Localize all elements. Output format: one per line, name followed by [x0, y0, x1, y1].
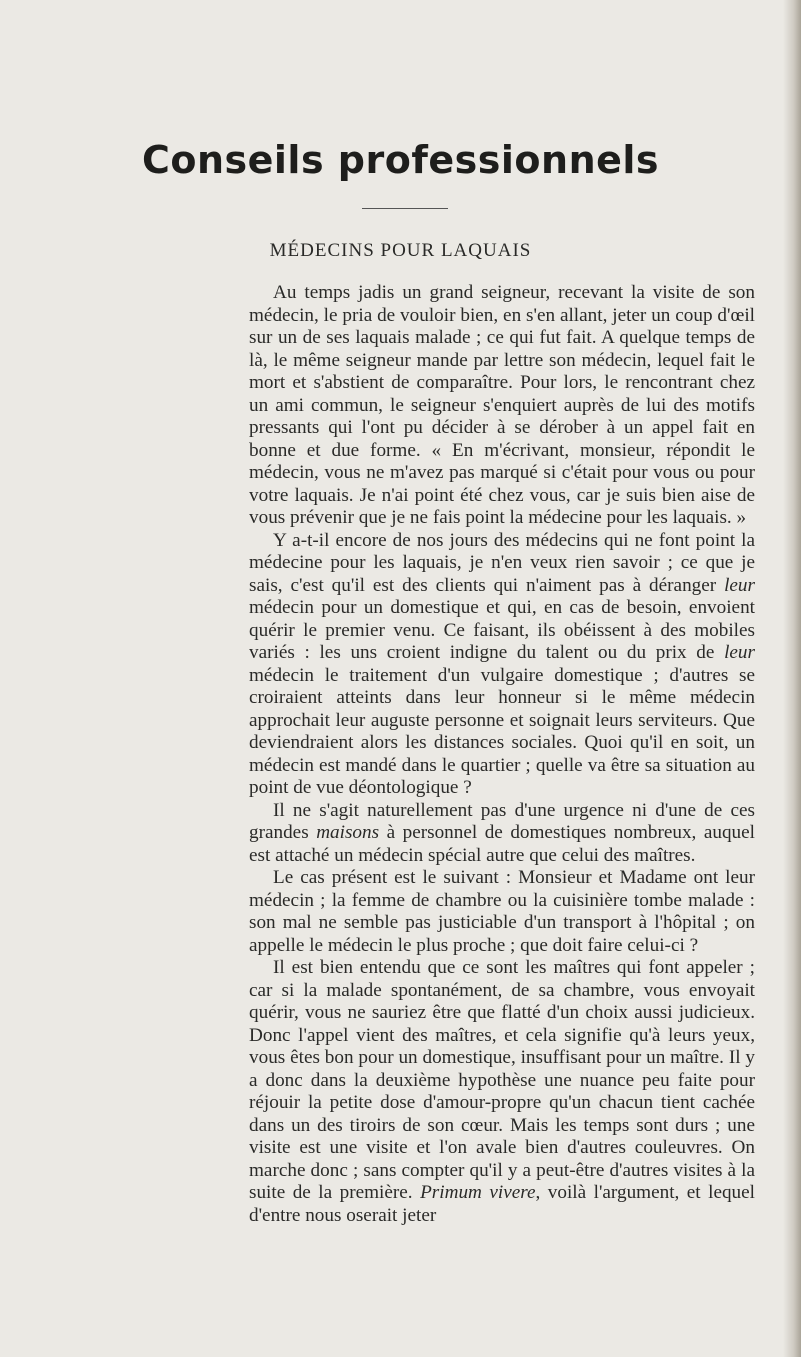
page-title: Conseils professionnels	[141, 138, 660, 182]
paragraph-1: Au temps jadis un grand seigneur, recevant la visite de son médecin, le pria de vouloir bien, en s'en allant, jeter un coup d'œil sur un de ses laquais malade ; ce qui fut fait. A quelque temps de là, le même seigneur mande par lettre son médecin, lequel fait le mort et s'abstient de comparaître. Pour lors, le rencontrant chez un ami commun, le seigneur s'enquiert auprès de lui des motifs pressants qui l'ont pu décider à se dérober à un appel fait en bonne et due forme. « En m'écrivant, monsieur, répondit le médecin, vous ne m'avez pas marqué si c'était pour vous ou pour votre laquais. Je n'ai point été chez vous, car je suis bien aise de vous prévenir que je ne fais point la médecine pour les laquais. »	[249, 282, 755, 528]
paragraph-3: Il ne s'agit naturellement pas d'une urgence ni d'une de ces grandes maisons à personnel de domestiques nombreux, auquel est attaché un médecin spécial autre que celui des maîtres.	[249, 799, 755, 866]
title-divider	[362, 208, 448, 209]
italic-word: leur	[724, 574, 755, 596]
paragraph-2: Y a-t-il encore de nos jours des médecins qui ne font point la médecine pour les laquais, je n'en veux rien savoir ; ce que je sais, c'est qu'il est des clients qui n'aiment pas à déranger leur médecin pour un domestique et qui, en cas de besoin, envoient quérir le premier venu. Ce faisant, ils obéissent à des mobiles variés : les uns croient indigne du talent ou du prix de leur médecin le traitement d'un vulgaire domestique ; d'autres se croiraient atteints dans leur honneur si le même médecin approchait leur auguste personne et soignait leurs serviteurs. Que deviendraient alors les distances sociales. Quoi qu'il en soit, un médecin est mandé dans le quartier ; quelle va être sa situation au point de vue déontologique ?	[249, 529, 755, 798]
paragraph-4: Le cas présent est le suivant : Monsieur et Madame ont leur médecin ; la femme de chambre ou la cuisinière tombe malade : son mal ne semble pas justiciable d'un transport à l'hôpital ; on appelle le médecin le plus proche ; que doit faire celui-ci ?	[249, 867, 755, 956]
paragraph-5: Il est bien entendu que ce sont les maîtres qui font appeler ; car si la malade spontanément, de sa chambre, vous envoyait quérir, vous ne sauriez être que flatté d'un choix aussi judicieux. Donc l'appel vient des maîtres, et cela signifie qu'à leurs yeux, vous êtes bon pour un domestique, insuffisant pour un maître. Il y a donc dans la deuxième hypothèse une nuance peu faite pour réjouir la petite dose d'amour-propre qu'un chacun tient cachée dans un des tiroirs de son cœur. Mais les temps sont durs ; une visite est une visite et l'on avale bien d'autres couleuvres. On marche donc ; sans compter qu'il y a peut-être d'autres visites à la suite de la première. Primum vivere, voilà l'argument, et lequel d'entre nous oserait jeter	[249, 957, 755, 1226]
italic-word: maisons	[316, 822, 380, 843]
italic-latin-phrase: Primum vivere	[420, 1182, 536, 1203]
section-heading: MÉDECINS POUR LAQUAIS	[269, 240, 532, 261]
article-body	[249, 282, 755, 1227]
italic-word: leur	[724, 642, 755, 663]
page-spine-shadow	[783, 0, 801, 1357]
